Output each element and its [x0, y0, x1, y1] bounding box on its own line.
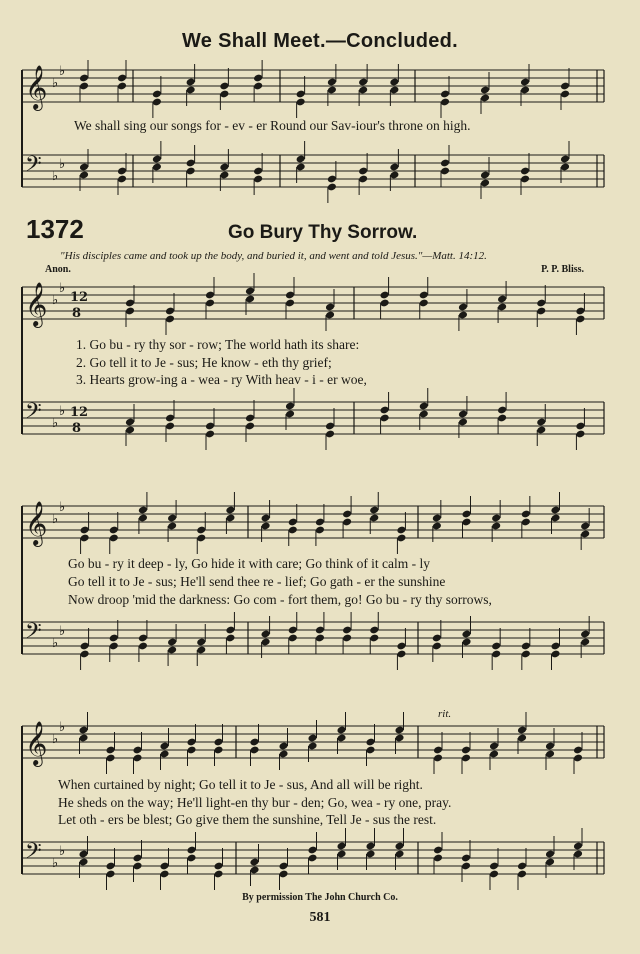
system3-verse3-lyric: Let oth - ers be blest; Go give them the sunshine, Tell Je - sus the rest.	[58, 812, 437, 827]
system1-verse1-lyric: 1. Go bu - ry thy sor - row; The world hath its share:	[76, 337, 360, 352]
page-number: 581	[309, 910, 331, 925]
system1-verse3-lyric: 3. Hearts grow-ing a - wea - ry With heav - i - er woe,	[76, 372, 367, 387]
flat-icon: ♭	[52, 169, 59, 184]
flat-icon: ♭	[59, 500, 66, 515]
flat-icon: ♭	[52, 636, 59, 651]
bass-clef-icon: 𝄢	[25, 839, 42, 869]
hymn-number: 1372	[26, 214, 84, 244]
bass-clef-icon: 𝄢	[25, 399, 42, 429]
composer-credit-left: Anon.	[45, 264, 71, 275]
flat-icon: ♭	[59, 844, 66, 859]
permission-notice: By permission The John Church Co.	[242, 892, 398, 903]
tempo-mark-rit: rit.	[438, 708, 452, 720]
bass-clef-icon: 𝄢	[25, 152, 42, 182]
concluded-title: We Shall Meet.—Concluded.	[181, 30, 459, 52]
flat-icon: ♭	[59, 624, 66, 639]
composer-credit-right: P. P. Bliss.	[541, 264, 584, 275]
flat-icon: ♭	[59, 281, 66, 296]
scripture-reference: "His disciples came and took up the body, and buried it, and went and told Jesus."—Matt. 14:12.	[60, 250, 487, 262]
system2-verse3-lyric: Now droop 'mid the darkness: Go com - fort them, go! Go bu - ry thy sorrows,	[68, 592, 492, 607]
flat-icon: ♭	[59, 64, 66, 79]
time-signature-bottom: 8	[72, 421, 82, 436]
flat-icon: ♭	[52, 293, 59, 308]
flat-icon: ♭	[52, 416, 59, 431]
time-signature-bottom: 8	[72, 306, 82, 321]
treble-clef-icon: 𝄞	[25, 721, 48, 765]
system2-verse2-lyric: Go tell it to Je - sus; He'll send thee re - lief; Go gath - er the sunshine	[68, 574, 446, 589]
flat-icon: ♭	[52, 856, 59, 871]
system3-verse1-lyric: When curtained by night; Go tell it to Je - sus, And all will be right.	[58, 777, 423, 792]
treble-clef-icon: 𝄞	[25, 501, 48, 545]
flat-icon: ♭	[59, 404, 66, 419]
hymn-title: Go Bury Thy Sorrow.	[228, 222, 418, 243]
time-signature-top: 12	[70, 405, 89, 420]
system1-verse2-lyric: 2. Go tell it to Je - sus; He know - eth thy grief;	[76, 355, 332, 370]
flat-icon: ♭	[52, 512, 59, 527]
flat-icon: ♭	[52, 76, 59, 91]
flat-icon: ♭	[52, 732, 59, 747]
bass-clef-icon: 𝄢	[25, 619, 42, 649]
system3-verse2-lyric: He sheds on the way; He'll light-en thy bur - den; Go, wea - ry one, pray.	[58, 795, 452, 810]
treble-clef-icon: 𝄞	[25, 65, 48, 109]
concluded-lyric-line: We shall sing our songs for - ev - er Round our Sav-iour's throne on high.	[74, 118, 471, 133]
flat-icon: ♭	[59, 720, 66, 735]
flat-icon: ♭	[59, 157, 66, 172]
time-signature-top: 12	[70, 290, 89, 305]
system2-verse1-lyric: Go bu - ry it deep - ly, Go hide it with care; Go think of it calm - ly	[68, 556, 431, 571]
treble-clef-icon: 𝄞	[25, 282, 48, 326]
